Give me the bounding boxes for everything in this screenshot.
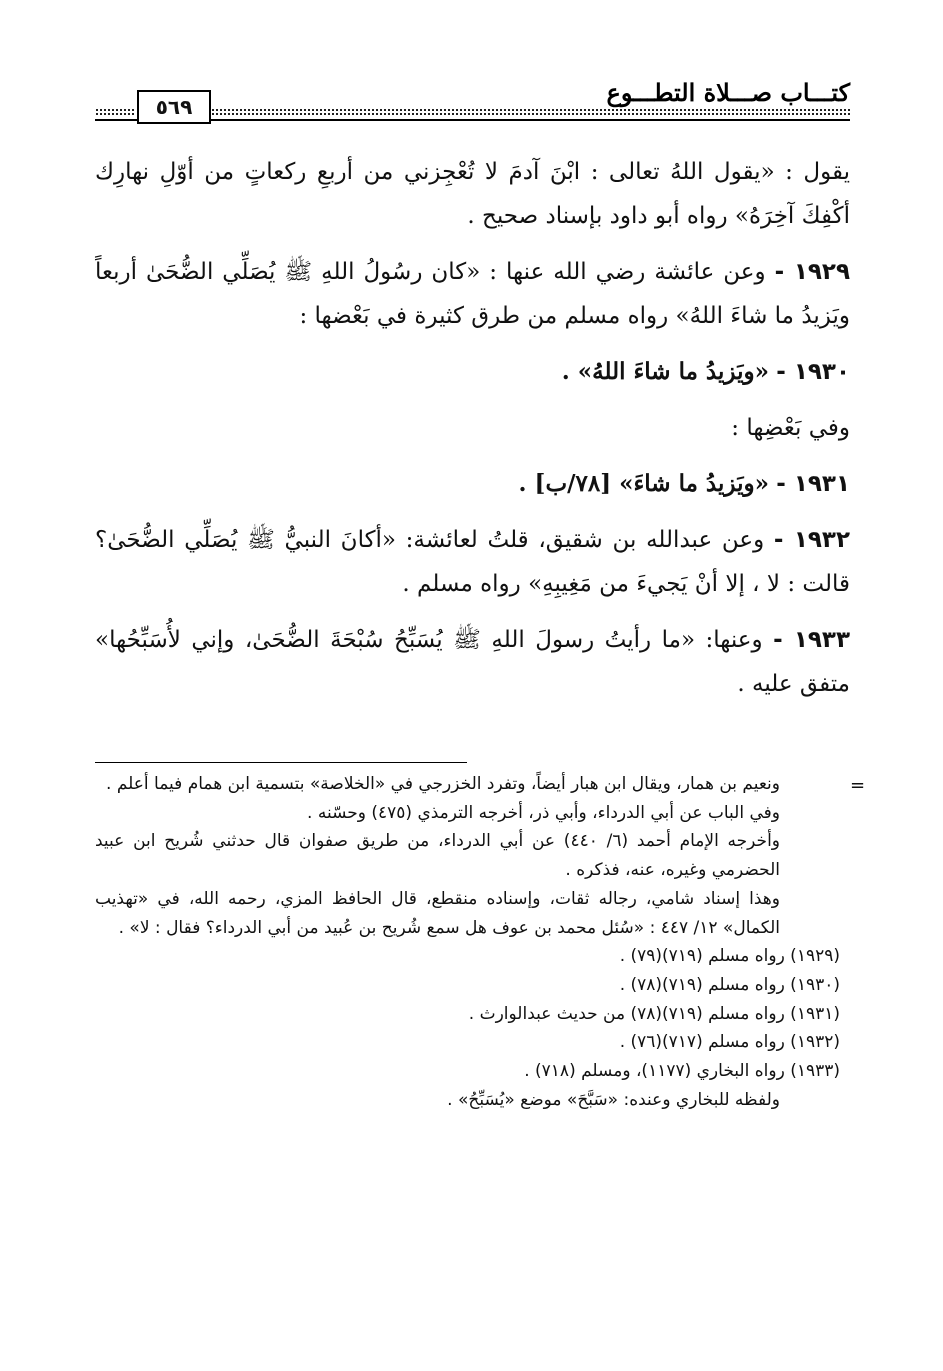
hadith-number: ١٩٣٣ - — [773, 627, 851, 653]
paragraph-intro — [95, 150, 850, 238]
hadith-number: ١٩٣١ - — [776, 471, 850, 497]
hadith-number: ١٩٣٢ - — [773, 527, 851, 553]
hadith-1932 — [95, 518, 850, 606]
page-number: ٥٦٩ — [137, 90, 211, 124]
footnote-source: (١٩٣٢) رواه مسلم (٧١٧)(٧٦) . — [619, 1032, 840, 1053]
hadith-1933 — [95, 618, 850, 706]
main-text — [95, 150, 850, 718]
hadith-number: ١٩٣٠ - — [776, 359, 850, 385]
hadith-text: «ويَزيدُ ما شاءَ اللهُ» . — [561, 358, 769, 385]
footnotes — [95, 770, 840, 1114]
header-ornament-left — [95, 108, 135, 115]
footnote-source-note: ولفظه للبخاري وعنده: «سَبَّحَ» موضع «يُسَبِّحُ» . — [447, 1089, 780, 1110]
footnote-source: (١٩٣١) رواه مسلم (٧١٩)(٧٨) من حديث عبدالوارث . — [468, 1003, 840, 1024]
footnote-source: (١٩٣٠) رواه مسلم (٧١٩)(٧٨) . — [619, 974, 840, 995]
paragraph-text: وفي بَعْضِها : — [731, 415, 850, 441]
hadith-1929 — [95, 250, 850, 338]
footnote-line: وفي الباب عن أبي الدرداء، وأبي ذر، أخرجه الترمذي (٤٧٥) وحسّنه . — [307, 802, 780, 823]
footnote-continuation-marker: = — [850, 775, 866, 796]
footnote-line: ونعيم بن همار، ويقال ابن هبار أيضاً، وتفرد الخزرجي في «الخلاصة» بتسمية ابن همام فيما أعلم . — [106, 774, 780, 794]
hadith-number: ١٩٢٩ - — [774, 259, 850, 285]
footnote-line: وهذا إسناد شامي، رجاله ثقات، وإسناده منقطع، قال الحافظ المزي، رحمه الله، في «تهذيب الكمال» ١٢/ ٤٤٧ : «سُئل محمد بن عوف هل سمع شُريح بن عُبيد من أبي الدرداء؟ فقال : لا» . — [95, 888, 780, 938]
page-header — [95, 68, 850, 128]
running-title: كتـــاب صـــلاة التطـــوع — [606, 78, 850, 107]
hadith-text: وعنها: «ما رأيتُ رسولَ اللهِ ﷺ يُسَبِّحُ سُبْحَةَ الضُّحَىٰ، وإني لأُسَبِّحُها» متفق عليه . — [95, 627, 850, 697]
footnote-separator — [95, 762, 467, 763]
footnote-source: (١٩٣٣) رواه البخاري (١١٧٧)، ومسلم (٧١٨) . — [524, 1061, 840, 1082]
paragraph-text: يقول : «يقول اللهُ تعالى : ابْنَ آدمَ لا تُعْجِزني من أربعِ ركعاتٍ من أوّلِ نهارِك أكْفِكَ آخِرَهُ» رواه أبو داود بإسناد صحيح . — [95, 159, 850, 229]
hadith-1931 — [95, 462, 850, 506]
header-ornament-right — [211, 108, 850, 115]
paragraph-transition — [95, 406, 850, 450]
footnote-line: وأخرجه الإمام أحمد (٦/ ٤٤٠) عن أبي الدرداء، من طريق صفوان قال حدثني شُريح ابن عبيد الحضرمي وغيره، عنه، فذكره . — [95, 831, 780, 881]
hadith-text: وعن عبدالله بن شقيق، قلتُ لعائشة: «أكانَ النبيُّ ﷺ يُصَلِّي الضُّحَىٰ؟ قالت : لا ، إلا أنْ يَجيءَ من مَغِيبِهِ» رواه مسلم . — [95, 527, 850, 597]
footnote-source: (١٩٢٩) رواه مسلم (٧١٩)(٧٩) . — [619, 946, 840, 967]
hadith-1930 — [95, 350, 850, 394]
hadith-text: «ويَزيدُ ما شاءَ» [٧٨/ب] . — [518, 470, 769, 497]
hadith-text: وعن عائشة رضي الله عنها : «كان رسُولُ اللهِ ﷺ يُصَلِّي الضُّحَىٰ أربعاً ويَزيدُ ما شاءَ اللهُ» رواه مسلم من طرق كثيرة في بَعْضها : — [95, 259, 850, 329]
